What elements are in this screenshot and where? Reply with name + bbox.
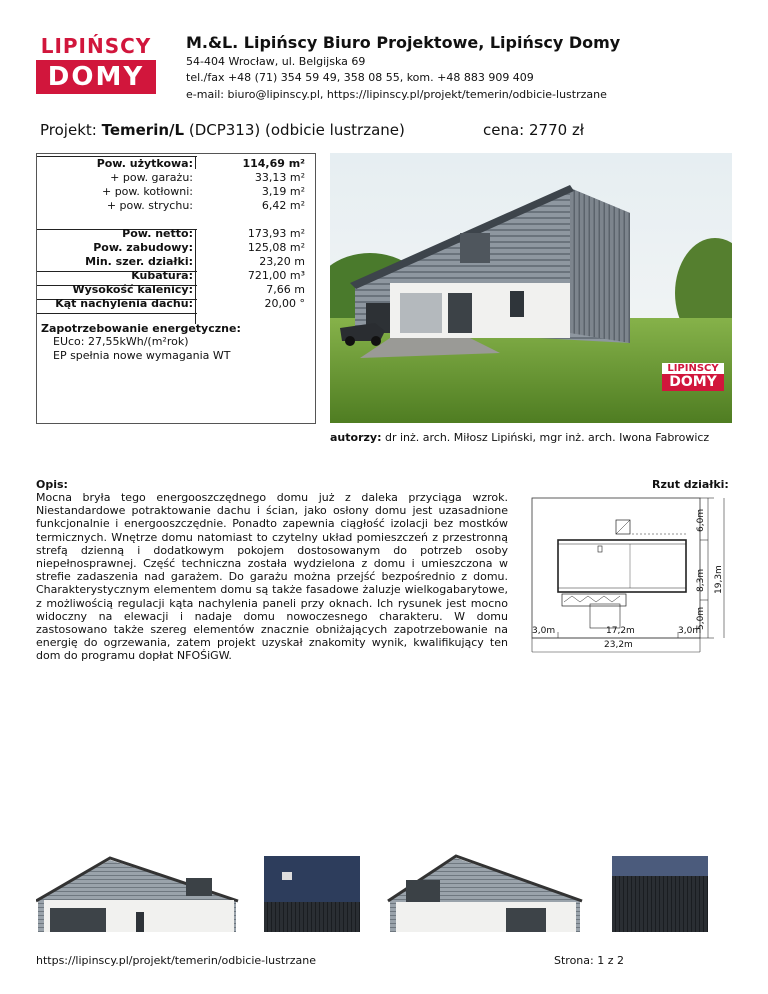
parameters-box <box>36 153 316 424</box>
param-value: 114,69 m² <box>242 157 305 170</box>
param-value: 173,93 m² <box>247 227 305 240</box>
param-label: Pow. netto: <box>122 227 193 240</box>
project-name: Temerin/L <box>101 121 185 139</box>
dim-left: 3,0m <box>532 626 556 636</box>
plot-plan-drawing <box>528 492 740 662</box>
logo-top-text: LIPIŃSCY <box>40 34 152 58</box>
dim-top <box>696 489 706 532</box>
param-row <box>37 241 315 255</box>
param-label: + pow. garażu: <box>110 171 193 184</box>
plot-plan-title: Rzut działki: <box>652 478 729 491</box>
dim-top-text: 6,0m <box>696 508 706 532</box>
param-label: + pow. strychu: <box>106 199 193 212</box>
param-value: 721,00 m³ <box>247 269 305 282</box>
param-row <box>37 185 315 199</box>
house-visualization <box>330 153 732 423</box>
param-value: 6,42 m² <box>261 199 305 212</box>
company-logo <box>36 36 156 94</box>
dim-mid-text: 8,3m <box>696 568 706 592</box>
project-title <box>40 121 405 139</box>
param-label: Min. szer. działki: <box>85 255 193 268</box>
row-divider <box>37 313 197 314</box>
photo-logo-bottom: DOMY <box>662 374 724 391</box>
photo-logo-top: LIPIŃSCY <box>662 363 724 374</box>
param-value: 7,66 m <box>266 283 305 296</box>
param-row <box>37 157 315 171</box>
energy-title: Zapotrzebowanie energetyczne: <box>41 322 241 335</box>
dim-mid <box>696 555 706 592</box>
param-value: 125,08 m² <box>247 241 305 254</box>
dim-total-depth-text: 19,3m <box>714 565 724 594</box>
project-prefix: Projekt: <box>40 121 102 139</box>
param-label: Wysokość kalenicy: <box>72 283 193 296</box>
authors-line <box>330 431 709 444</box>
param-label: + pow. kotłowni: <box>101 185 193 198</box>
param-value: 23,20 m <box>259 255 305 268</box>
param-row <box>37 283 315 297</box>
project-price: cena: 2770 zł <box>483 121 585 139</box>
dim-total-depth <box>714 549 724 594</box>
param-row <box>37 297 315 311</box>
param-value: 3,19 m² <box>261 185 305 198</box>
elevations-drawing <box>36 852 732 932</box>
param-label: Kąt nachylenia dachu: <box>55 297 193 310</box>
logo-bottom-text: DOMY <box>36 60 156 94</box>
param-label: Kubatura: <box>131 269 193 282</box>
param-row <box>37 199 315 213</box>
company-name: M.&L. Lipińscy Biuro Projektowe, Lipińscy Domy <box>186 33 621 52</box>
dim-bottom-text: 5,0m <box>696 606 706 630</box>
param-label: Pow. użytkowa: <box>96 157 193 170</box>
param-label: Pow. zabudowy: <box>93 241 193 254</box>
authors-label: autorzy: <box>330 431 382 444</box>
photo-logo <box>662 363 724 393</box>
project-code: (DCP313) (odbicie lustrzane) <box>184 121 405 139</box>
param-row <box>37 269 315 283</box>
energy-ep: EP spełnia nowe wymagania WT <box>53 349 231 362</box>
dim-bottom <box>696 599 706 630</box>
footer-url: https://lipinscy.pl/projekt/temerin/odbicie-lustrzane <box>36 954 316 967</box>
dim-middle: 17,2m <box>606 626 635 636</box>
elevations-strip <box>36 852 732 932</box>
dim-total-width: 23,2m <box>604 640 633 650</box>
param-value: 33,13 m² <box>254 171 305 184</box>
company-phone: tel./fax +48 (71) 354 59 49, 358 08 55, kom. +48 883 909 409 <box>186 71 534 84</box>
footer-page-number: Strona: 1 z 2 <box>554 954 624 967</box>
description-title: Opis: <box>36 478 68 491</box>
param-row <box>37 227 315 241</box>
company-contact: e-mail: biuro@lipinscy.pl, https://lipinscy.pl/projekt/temerin/odbicie-lustrzane <box>186 88 607 101</box>
param-row <box>37 255 315 269</box>
authors-names: dr inż. arch. Miłosz Lipiński, mgr inż. arch. Iwona Fabrowicz <box>381 431 710 444</box>
dim-right: 3,0m <box>678 626 702 636</box>
description-text: Mocna bryła tego energooszczędnego domu już z daleka przyciąga wzrok. Niestandardowe potraktowanie dachu i ścian, jako osłony domu jest uzasadnione funkcjonalnie i energooszczędnie. Ponadto zapewnia ciągłość izolacji bez mostków termicznych. Wnętrze domu natomiast to czytelny układ pomieszczeń z przestronną strefą dzienną i dodatkowym pokojem dostosowanym do potrzeb osoby niepełnosprawnej. Część techniczna została wydzielona z domu i umieszczona w strefie zadaszenia nad garażem. Do garażu można przejść bezpośrednio z domu. Charakterystycznym elementem domu są także fasadowe żaluzje wielkogabarytowe, z możliwością regulacji kąta nachylenia paneli przy oknach. Ich rysunek jest mocno widoczny na elewacji i nadaje domu nowoczesnego charakteru. W domu zastosowano także szereg elementów znacznie obniżających zapotrzebowanie na energię do ogrzewania, zatem projekt uzyskał znakomity wynik, kwalifikujący ten dom do programu dopłat NFOŚiGW. <box>36 491 508 663</box>
energy-euco: EUco: 27,55kWh/(m²rok) <box>53 335 189 348</box>
company-address: 54-404 Wrocław, ul. Belgijska 69 <box>186 55 366 68</box>
param-value: 20,00 ° <box>264 297 305 310</box>
param-row <box>37 171 315 185</box>
plot-plan <box>528 492 740 662</box>
